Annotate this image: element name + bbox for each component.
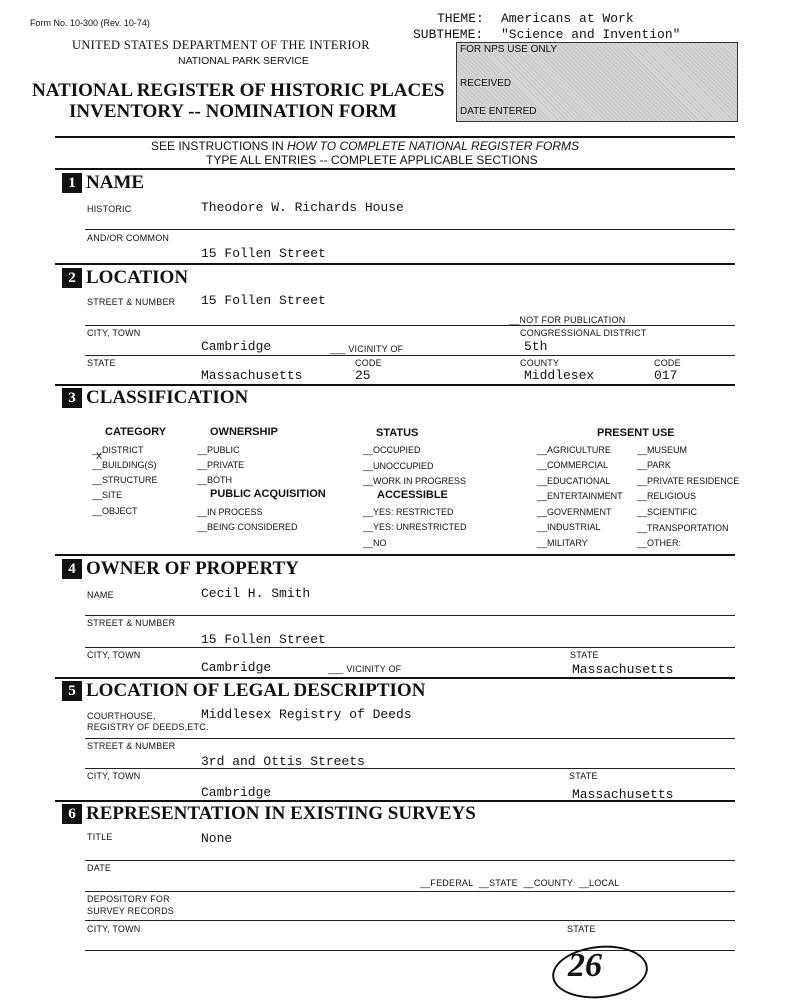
- owner-name-value: Cecil H. Smith: [201, 586, 311, 601]
- category-option: __SITE: [92, 490, 123, 500]
- legal-street-value: 3rd and Ottis Streets: [201, 754, 365, 769]
- present-use-option: __GOVERNMENT: [537, 507, 612, 517]
- ownership-option: __PUBLIC: [197, 445, 240, 455]
- section-4-number: 4: [62, 559, 82, 579]
- ownership-option: __BOTH: [197, 475, 233, 485]
- owner-state-value: Massachusetts: [572, 662, 674, 677]
- city-town-label: CITY, TOWN: [87, 328, 141, 338]
- present-use-option: __AGRICULTURE: [537, 445, 611, 455]
- section-1-title: NAME: [86, 172, 145, 193]
- county-value: Middlesex: [524, 368, 595, 383]
- section-3-title: CLASSIFICATION: [86, 387, 249, 408]
- owner-state-label: STATE: [570, 650, 599, 660]
- courthouse-value: Middlesex Registry of Deeds: [201, 707, 412, 722]
- historic-label: HISTORIC: [87, 204, 132, 214]
- depository-label: DEPOSITORY FOR: [87, 894, 170, 904]
- legal-street-label: STREET & NUMBER: [87, 741, 176, 751]
- form-title-line1: NATIONAL REGISTER OF HISTORIC PLACES: [32, 80, 445, 101]
- courthouse-label: COURTHOUSE,: [87, 711, 156, 721]
- survey-date-label: DATE: [87, 863, 112, 873]
- congressional-district-label: CONGRESSIONAL DISTRICT: [520, 328, 647, 338]
- present-use-option: __OTHER:: [637, 538, 682, 548]
- status-option: __OCCUPIED: [363, 445, 421, 455]
- theme-label: THEME:: [437, 11, 484, 26]
- instructions-rule: [55, 168, 735, 170]
- section-rule: [55, 677, 735, 679]
- section-6-number: 6: [62, 804, 82, 824]
- accessible-option: __YES: UNRESTRICTED: [363, 522, 467, 532]
- present-use-option: __EDUCATIONAL: [537, 476, 611, 486]
- owner-city-value: Cambridge: [201, 660, 272, 675]
- form-number: Form No. 10-300 (Rev. 10-74): [30, 18, 150, 28]
- rule: [85, 325, 735, 326]
- location-street-value: 15 Follen Street: [201, 293, 326, 308]
- rule: [85, 615, 735, 616]
- instructions-line2: TYPE ALL ENTRIES -- COMPLETE APPLICABLE SECTIONS: [206, 153, 538, 167]
- survey-title-label: TITLE: [87, 832, 113, 842]
- accessible-option: __YES: RESTRICTED: [363, 507, 454, 517]
- category-option: __BUILDING(S): [92, 460, 157, 470]
- present-use-option: __PARK: [637, 460, 671, 470]
- present-use-option: __SCIENTIFIC: [637, 507, 698, 517]
- accessible-option: __NO: [363, 538, 387, 548]
- county-label: COUNTY: [520, 358, 560, 368]
- service-name: NATIONAL PARK SERVICE: [178, 55, 309, 67]
- county-code-value: 017: [654, 368, 678, 383]
- section-3-number: 3: [62, 388, 82, 408]
- common-name-label: AND/OR COMMON: [87, 233, 170, 243]
- category-heading: CATEGORY: [105, 426, 167, 438]
- header-rule: [55, 136, 735, 138]
- category-option: __OBJECT: [92, 506, 138, 516]
- acquisition-option: __BEING CONSIDERED: [197, 522, 298, 532]
- present-use-option: __INDUSTRIAL: [537, 522, 601, 532]
- legal-state-value: Massachusetts: [572, 787, 674, 802]
- rule: [85, 738, 735, 739]
- section-rule: [55, 800, 735, 802]
- county-code-label: CODE: [654, 358, 681, 368]
- state-code-value: 25: [355, 368, 371, 383]
- section-rule: [55, 263, 735, 265]
- form-title-line2: INVENTORY -- NOMINATION FORM: [69, 101, 397, 122]
- category-option: __DISTRICT: [92, 445, 144, 455]
- present-use-option: __COMMERCIAL: [537, 460, 609, 470]
- date-entered-label: DATE ENTERED: [460, 106, 537, 117]
- theme-value: Americans at Work: [501, 11, 634, 26]
- page-number: 26: [568, 947, 602, 984]
- section-1-number: 1: [62, 173, 82, 193]
- acquisition-option: __IN PROCESS: [197, 507, 263, 517]
- survey-state-label: STATE: [567, 924, 596, 934]
- present-use-option: __MUSEUM: [637, 445, 688, 455]
- owner-city-label: CITY, TOWN: [87, 650, 141, 660]
- rule: [85, 920, 735, 921]
- present-use-option: __MILITARY: [537, 538, 588, 548]
- historic-name-value: Theodore W. Richards House: [201, 200, 404, 215]
- rule: [85, 860, 735, 861]
- category-option: __STRUCTURE: [92, 475, 158, 485]
- present-use-option: __TRANSPORTATION: [637, 523, 729, 533]
- received-label: RECEIVED: [460, 78, 512, 89]
- section-4-title: OWNER OF PROPERTY: [86, 558, 299, 579]
- location-city-value: Cambridge: [201, 339, 272, 354]
- present-use-option: __PRIVATE RESIDENCE: [637, 476, 740, 486]
- rule: [85, 229, 735, 230]
- section-5-number: 5: [62, 681, 82, 701]
- present-use-heading: PRESENT USE: [597, 427, 675, 439]
- street-number-label: STREET & NUMBER: [87, 297, 176, 307]
- ownership-heading: OWNERSHIP: [210, 426, 278, 438]
- accessible-heading: ACCESSIBLE: [377, 489, 448, 501]
- instructions-italic: HOW TO COMPLETE NATIONAL REGISTER FORMS: [287, 139, 580, 153]
- section-5-title: LOCATION OF LEGAL DESCRIPTION: [86, 680, 426, 701]
- owner-street-label: STREET & NUMBER: [87, 618, 176, 628]
- status-option: __UNOCCUPIED: [363, 461, 434, 471]
- legal-city-value: Cambridge: [201, 785, 272, 800]
- department-name: UNITED STATES DEPARTMENT OF THE INTERIOR: [72, 38, 370, 52]
- section-rule: [55, 554, 735, 556]
- section-2-number: 2: [62, 268, 82, 288]
- survey-levels: __FEDERAL __STATE __COUNTY __LOCAL: [420, 878, 620, 888]
- section-2-title: LOCATION: [86, 267, 189, 288]
- ownership-option: __PRIVATE: [197, 460, 245, 470]
- common-name-value: 15 Follen Street: [201, 246, 326, 261]
- subtheme-value: "Science and Invention": [501, 27, 681, 42]
- rule: [85, 950, 735, 951]
- status-option: __WORK IN PROGRESS: [363, 476, 467, 486]
- status-heading: STATUS: [376, 427, 419, 439]
- vicinity-of: ___ VICINITY OF: [330, 344, 404, 354]
- instructions-prefix: SEE INSTRUCTIONS IN: [151, 139, 288, 153]
- subtheme-label: SUBTHEME:: [413, 27, 484, 42]
- present-use-option: __RELIGIOUS: [637, 491, 697, 501]
- survey-city-label: CITY, TOWN: [87, 924, 141, 934]
- registry-label: REGISTRY OF DEEDS,ETC.: [87, 722, 209, 732]
- survey-records-label: SURVEY RECORDS: [87, 906, 174, 916]
- present-use-option: __ENTERTAINMENT: [537, 491, 623, 501]
- rule: [85, 647, 735, 648]
- rule: [85, 891, 735, 892]
- legal-city-label: CITY, TOWN: [87, 771, 141, 781]
- owner-name-label: NAME: [87, 590, 114, 600]
- section-6-title: REPRESENTATION IN EXISTING SURVEYS: [86, 803, 476, 824]
- location-state-value: Massachusetts: [201, 368, 303, 383]
- nps-use-only-label: FOR NPS USE ONLY: [460, 44, 558, 55]
- section-rule: [55, 384, 735, 386]
- survey-title-value: None: [201, 831, 233, 846]
- owner-street-value: 15 Follen Street: [201, 632, 326, 647]
- rule: [85, 355, 735, 356]
- public-acquisition-heading: PUBLIC ACQUISITION: [210, 488, 326, 500]
- building-check-mark: X: [96, 452, 103, 463]
- instructions-line1: [151, 139, 579, 153]
- rule: [85, 768, 735, 769]
- not-for-publication: __NOT FOR PUBLICATION: [509, 315, 626, 325]
- owner-vicinity-of: ___ VICINITY OF: [328, 664, 402, 674]
- state-code-label: CODE: [355, 358, 382, 368]
- legal-state-label: STATE: [569, 771, 598, 781]
- state-label: STATE: [87, 358, 116, 368]
- congressional-district-value: 5th: [524, 339, 548, 354]
